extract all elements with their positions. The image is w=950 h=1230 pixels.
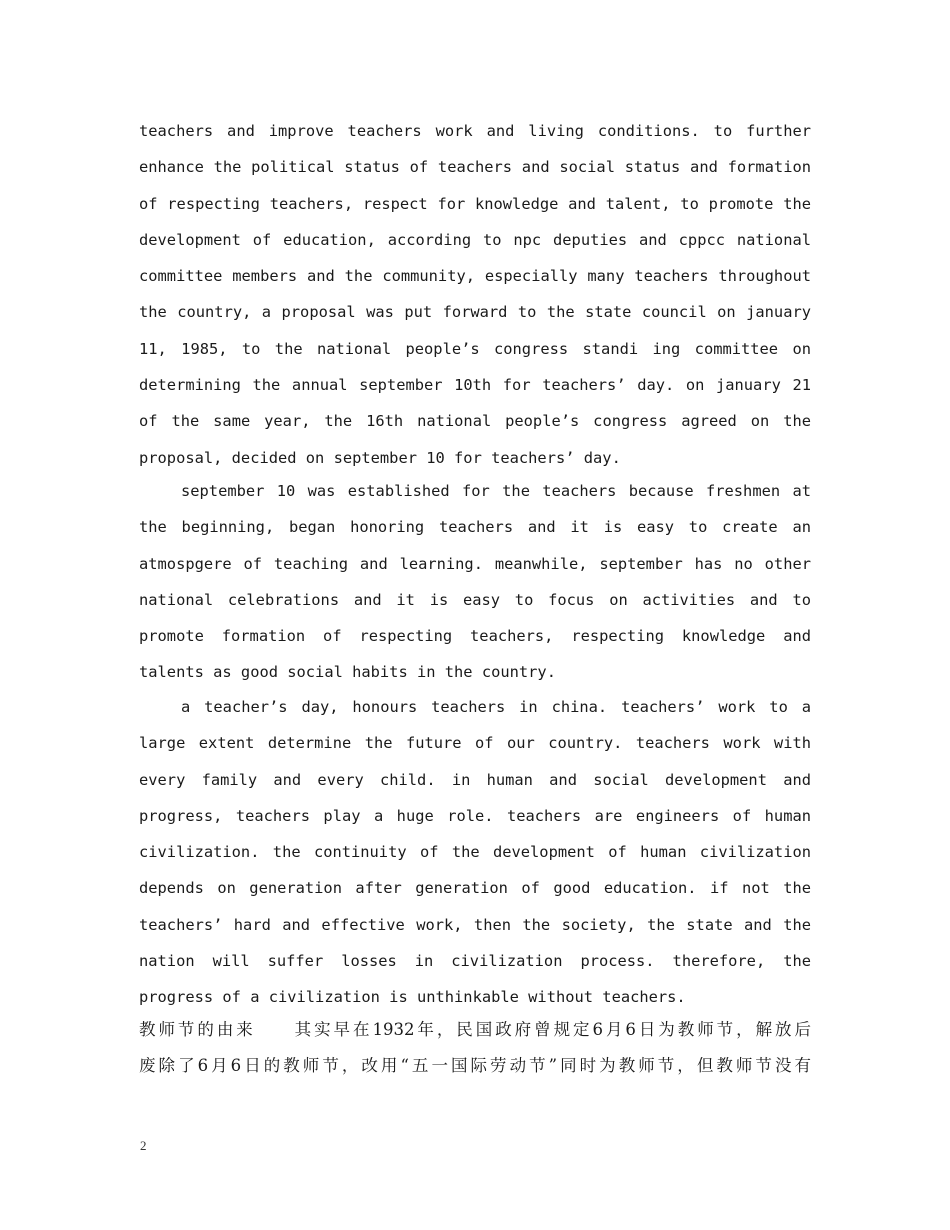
- paragraph-1: [139, 113, 811, 476]
- text-line: of respecting teachers, respect for knowledge and talent, to promote the: [139, 194, 811, 213]
- text-line: the country, a proposal was put forward to the state council on january: [139, 303, 811, 322]
- text-line: teachers and improve teachers work and living conditions. to further: [139, 122, 811, 140]
- paragraph-3: [139, 689, 811, 1016]
- text-line: enhance the political status of teachers and social status and formation: [139, 158, 811, 177]
- text-line: of the same year, the 16th national people’s congress agreed on the: [139, 412, 811, 431]
- text-line: civilization. the continuity of the development of human civilization: [139, 843, 811, 862]
- text-line: progress, teachers play a huge role. teachers are engineers of human: [139, 806, 811, 825]
- text-line: determining the annual september 10th for teachers’ day. on january 21: [139, 376, 811, 395]
- text-line: nation will suffer losses in civilization process. therefore, the: [139, 952, 811, 971]
- text-line: promote formation of respecting teachers, respecting knowledge and: [139, 627, 811, 646]
- text-line: 废除了6月6日的教师节，改用“五一国际劳动节”同时为教师节，但教师节没有: [139, 1056, 811, 1075]
- text-line: proposal, decided on september 10 for teachers’ day.: [139, 448, 621, 467]
- text-line: every family and every child. in human and social development and: [139, 770, 811, 789]
- text-line: depends on generation after generation of good education. if not the: [139, 879, 811, 898]
- chinese-paragraph: [139, 1012, 811, 1084]
- text-line: committee members and the community, especially many teachers throughout: [139, 267, 811, 286]
- text-line: progress of a civilization is unthinkable without teachers.: [139, 988, 686, 1007]
- text-line: the beginning, began honoring teachers and it is easy to create an: [139, 518, 811, 537]
- text-line: teachers’ hard and effective work, then the society, the state and the: [139, 915, 811, 934]
- text-line: talents as good social habits in the country.: [139, 663, 556, 682]
- page-number: 2: [140, 1138, 147, 1153]
- paragraph-2: [139, 473, 811, 691]
- text-line: large extent determine the future of our country. teachers work with: [139, 734, 811, 753]
- text-line: 11, 1985, to the national people’s congress standi ing committee on: [139, 339, 811, 358]
- text-line: atmospgere of teaching and learning. meanwhile, september has no other: [139, 554, 811, 573]
- text-line: 教师节的由来 其实早在1932年，民国政府曾规定6月6日为教师节，解放后: [139, 1020, 811, 1039]
- text-line: development of education, according to npc deputies and cppcc national: [139, 230, 811, 249]
- text-line: september 10 was established for the teachers because freshmen at: [181, 482, 811, 500]
- text-line: a teacher’s day, honours teachers in china. teachers’ work to a: [181, 698, 811, 716]
- text-line: national celebrations and it is easy to focus on activities and to: [139, 590, 811, 609]
